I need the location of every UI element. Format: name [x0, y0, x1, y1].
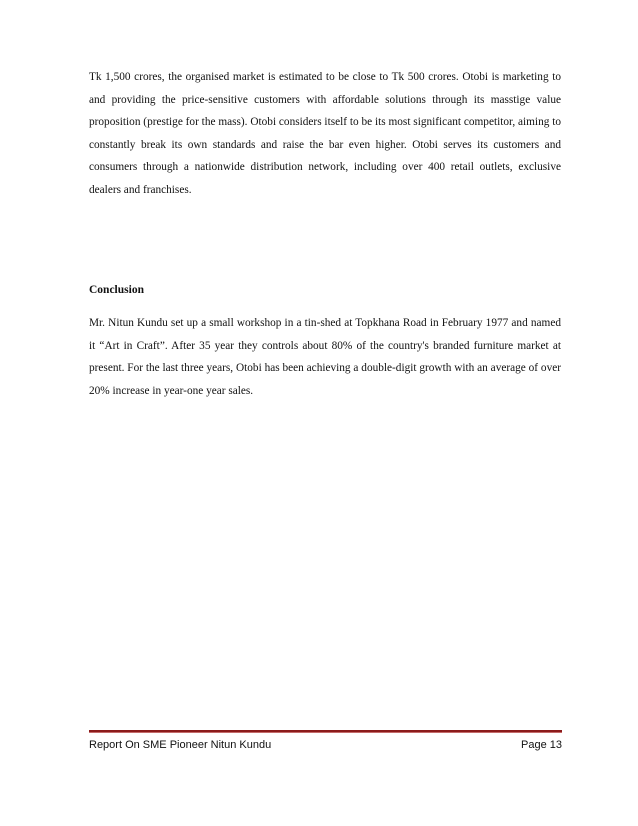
body-paragraph-market: Tk 1,500 crores, the organised market is estimated to be close to Tk 500 crores. Otobi is marketing to and providing the price-sensitive customers with affordable solutions through its masstige value proposition (prestige for the mass). Otobi considers itself to be its most significant competitor, aiming to constantly break its own standards and raise the bar even higher. Otobi serves its customers and consumers through a nationwide distribution network, including over 400 retail outlets, exclusive dealers and franchises. [89, 71, 561, 196]
section-heading-conclusion: Conclusion [89, 284, 144, 296]
body-paragraph-conclusion: Mr. Nitun Kundu set up a small workshop in a tin-shed at Topkhana Road in February 1977 and named it “Art in Craft”. After 35 year they controls about 80% of the country's branded furniture market at present. For the last three years, Otobi has been achieving a double-digit growth with an average of over 20% increase in year-one year sales. [89, 317, 561, 397]
footer-report-title: Report On SME Pioneer Nitun Kundu [89, 739, 272, 751]
footer-divider [89, 730, 562, 733]
footer-page-number: Page 13 [521, 739, 562, 751]
